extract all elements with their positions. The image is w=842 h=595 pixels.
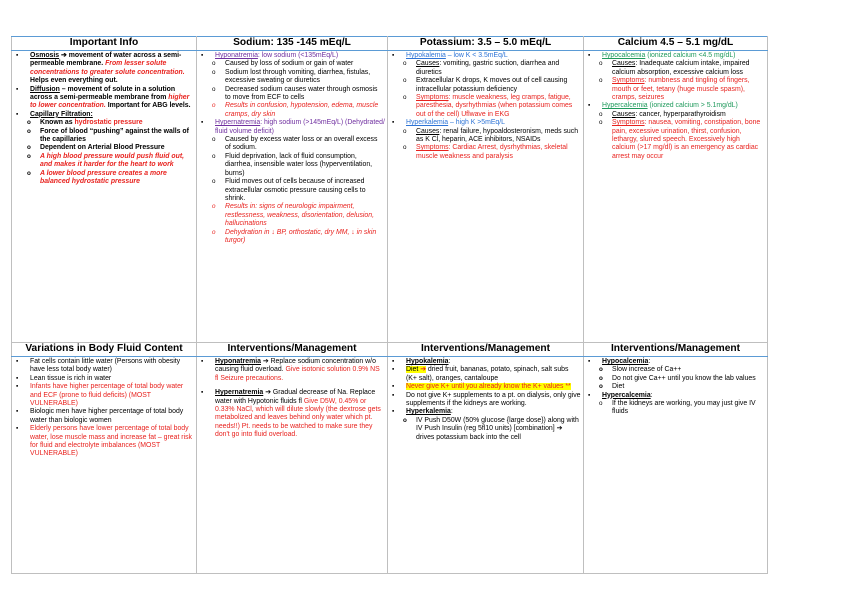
hyperkalemia-heading: ▪ Hyperkalemia – high K >5mEq/L <box>392 119 506 127</box>
sodium-interventions-cell <box>197 357 388 574</box>
header-potassium: Potassium: 3.5 – 5.0 mEq/L <box>388 37 584 51</box>
diffusion-item: ▪ Diffusion – movement of solute in a solution across a semi-permeable membrane from higher to lower concentration. Important for ABG levels. <box>16 85 191 110</box>
ca-int-hyper-1: o If the kidneys are working, you may just give IV fluids <box>599 400 756 416</box>
hypona-sub-1: o Caused by loss of sodium or gain of water <box>212 60 354 68</box>
variation-item-4: ▪ Biologic men have higher percentage of total body water than biologic women <box>16 408 184 424</box>
header-important-info: Important Info <box>12 37 197 51</box>
cap-sub-5: o A lower blood pressure creates a more balanced hydrostatic pressure <box>27 169 167 186</box>
sodium-cell <box>197 51 388 343</box>
cap-sub-1: o Known as hydrostatic pressure <box>27 119 143 127</box>
k-int-hypo-title: ▪ Hypokalemia: <box>392 358 451 365</box>
cap-sub-4: o A high blood pressure would push fluid out, and makes it harder for the heart to work <box>27 152 185 169</box>
hypok-causes: o Causes: vomiting, gastric suction, diarrhea and diuretics <box>403 60 560 76</box>
important-info-cell <box>12 51 197 343</box>
variations-cell <box>12 357 197 574</box>
header-potassium-interventions: Interventions/Management <box>388 343 584 357</box>
potassium-interventions-cell <box>388 357 584 574</box>
variation-item-2: ▪ Lean tissue is rich in water <box>16 374 112 382</box>
ca-int-hypo-title: ▪ Hypocalcemia: <box>588 358 651 365</box>
ca-int-hypo-1: o Slow increase of Ca++ <box>599 366 682 374</box>
hyperna-sub-5: o Dehydration in ↓ BP, orthostatic, dry MM, ↓ in skin turgor) <box>212 228 377 244</box>
k-int-push: o IV Push D50W (50% glucose {large dose}) along with IV Push Insulin (reg 5fl10 units) [combination] ➔ drives potassium back into the cell <box>403 416 579 441</box>
hypoca-causes: o Causes: Inadequate calcium intake, impaired calcium absorption, excessive calcium loss <box>599 60 750 76</box>
ca-int-hyper-title: ▪ Hypercalcemia: <box>588 391 653 399</box>
hypona-sub-3: o Decreased sodium causes water through osmosis to move from ECF to cells <box>212 85 378 102</box>
hyperk-causes: o Causes: renal failure, hypoaldosteronism, meds such as K Cl, heparin, ACE inhibitors, NSAIDs <box>403 127 579 144</box>
hypok-symptoms: o Symptoms: muscle weakness, leg cramps, fatigue, paresthesia, dysrhythmias (when potassium comes out of the cell) Uflwave in EKG <box>403 94 573 118</box>
hyperna-sub-4: o Results in: signs of neurologic impairment, restlessness, weakness, disorientation, delusion, hallucinations <box>212 203 374 228</box>
calcium-cell <box>584 51 768 343</box>
hyperca-causes: o Causes: cancer, hyperparathyroidism <box>599 110 726 118</box>
header-sodium: Sodium: 135 -145 mEq/L <box>197 37 388 51</box>
hyperna-sub-3: o Fluid moves out of cells because of increased extracellular osmotic pressure causing cells to shrink. <box>212 178 366 202</box>
hypercalcemia-heading: ▪ Hypercalcemia (ionized calcium > 5.1mg/dL) <box>588 102 738 110</box>
k-int-dialysis: ▪ Do not give K+ supplements to a pt. on dialysis, only give supplements if the kidneys are working. <box>392 391 581 408</box>
capillary-item: ▪ Capillary Filtration: <box>16 110 93 118</box>
variation-item-1: ▪ Fat cells contain little water (Persons with obesity have less total body water) <box>16 358 181 374</box>
header-calcium: Calcium 4.5 – 5.1 mg/dL <box>584 37 768 51</box>
cap-sub-2: o Force of blood “pushing” against the walls of the capillaries <box>27 127 189 144</box>
hyponatremia-heading: ▪ Hyponatremia: low sodium (<135mEq/L) <box>201 52 339 59</box>
ca-int-hypo-2: o Do not give Ca++ until you know the lab values <box>599 374 756 382</box>
calcium-interventions-cell <box>584 357 768 574</box>
content-row-bottom <box>12 357 768 574</box>
header-row-bottom <box>12 343 768 357</box>
hypokalemia-heading: ▪ Hypokalemia – low K < 3.5mEq/L <box>392 52 508 59</box>
hyperk-symptoms: o Symptoms: Cardiac Arrest, dysrhythmias, skeletal muscle weakness and paralysis <box>403 144 568 160</box>
hypona-sub-4: o Results in confusion, hypotension, edema, muscle cramps, dry skin <box>212 102 379 118</box>
hypona-sub-2: o Sodium lost through vomiting, diarrhea, fistulas, excessive sweating or diuretics <box>212 68 371 85</box>
variation-item-3: ▪ Infants have higher percentage of total body water and ECF (prone to fluid deficits) (MOST VULNERABLE) <box>16 383 184 408</box>
k-int-hyper-title: ▪ Hyperkalemia: <box>392 408 453 416</box>
variation-item-5: ▪ Elderly persons have lower percentage of total body water, lose muscle mass and increase fat – great risk for fluid and electrolyte imbalances (MOST VULNERABLE) <box>16 425 193 458</box>
hyperna-sub-1: o Caused by excess water loss or an overall excess of sodium. <box>212 136 378 152</box>
cap-sub-3: o Dependent on Arterial Blood Pressure <box>27 144 165 152</box>
hypernatremia-heading: ▪ Hypernatremia: high sodium (>145mEq/L) (Dehydrated/ fluid volume deficit) <box>201 119 385 135</box>
na-int-hypo: ▪ Hyponatremia ➔ Replace sodium concentration w/o causing fluid overload. Give isotonic solution 0.9% NS fl Seizure precautions. <box>201 358 380 382</box>
osmosis-item: ▪ Osmosis ➔ movement of water across a semi-permeable membrane. From lesser solute concentrations to greater solute concentration. Helps even everything out. <box>16 52 185 85</box>
study-sheet-table <box>11 36 768 574</box>
hypok-sub-2: o Extracellular K drops, K moves out of cell causing intracellular potassium deficiency <box>403 77 568 93</box>
hyperca-symptoms: o Symptoms: nausea, vomiting, constipation, bone pain, excessive urination, thirst, confusion, lethargy, slurred speech. Excessively high calcium (>17 mg/dl) is an emergency as cardiac arrest may occur <box>599 119 761 160</box>
header-sodium-interventions: Interventions/Management <box>197 343 388 357</box>
ca-int-hypo-3: o Diet <box>599 383 625 391</box>
header-variations: Variations in Body Fluid Content <box>12 343 197 357</box>
k-int-never: ▪ Never give K+ until you already know the K+ values ** <box>392 383 571 391</box>
header-calcium-interventions: Interventions/Management <box>584 343 768 357</box>
potassium-cell <box>388 51 584 343</box>
k-int-diet: ▪ Diet ➔ dried fruit, bananas, potato, spinach, salt subs (K+ salt), oranges, cantaloupe <box>392 366 569 382</box>
na-int-hyper: ▪ Hypernatremia ➔ Gradual decrease of Na. Replace water with Hypotonic fluids fl Give D5W, 0.45% or 0.33% NaCl, which will dilute slowly (the dextrose gets metabolized and leaves behind only water which pt. needs!!) Pt. needs to be watched to make sure they don't go into fluid overload. <box>201 389 381 439</box>
header-row-top <box>12 37 768 51</box>
hypoca-symptoms: o Symptoms: numbness and tingling of fingers, mouth or feet, tetany (huge muscle spasm), cramps, seizures <box>599 77 750 102</box>
content-row-top <box>12 51 768 343</box>
hypocalcemia-heading: ▪ Hypocalcemia (ionized calcium <4.5 mg/dL) <box>588 52 736 59</box>
hyperna-sub-2: o Fluid deprivation, lack of fluid consumption, diarrhea, insensible water loss (hyperventilation, burns) <box>212 152 373 177</box>
